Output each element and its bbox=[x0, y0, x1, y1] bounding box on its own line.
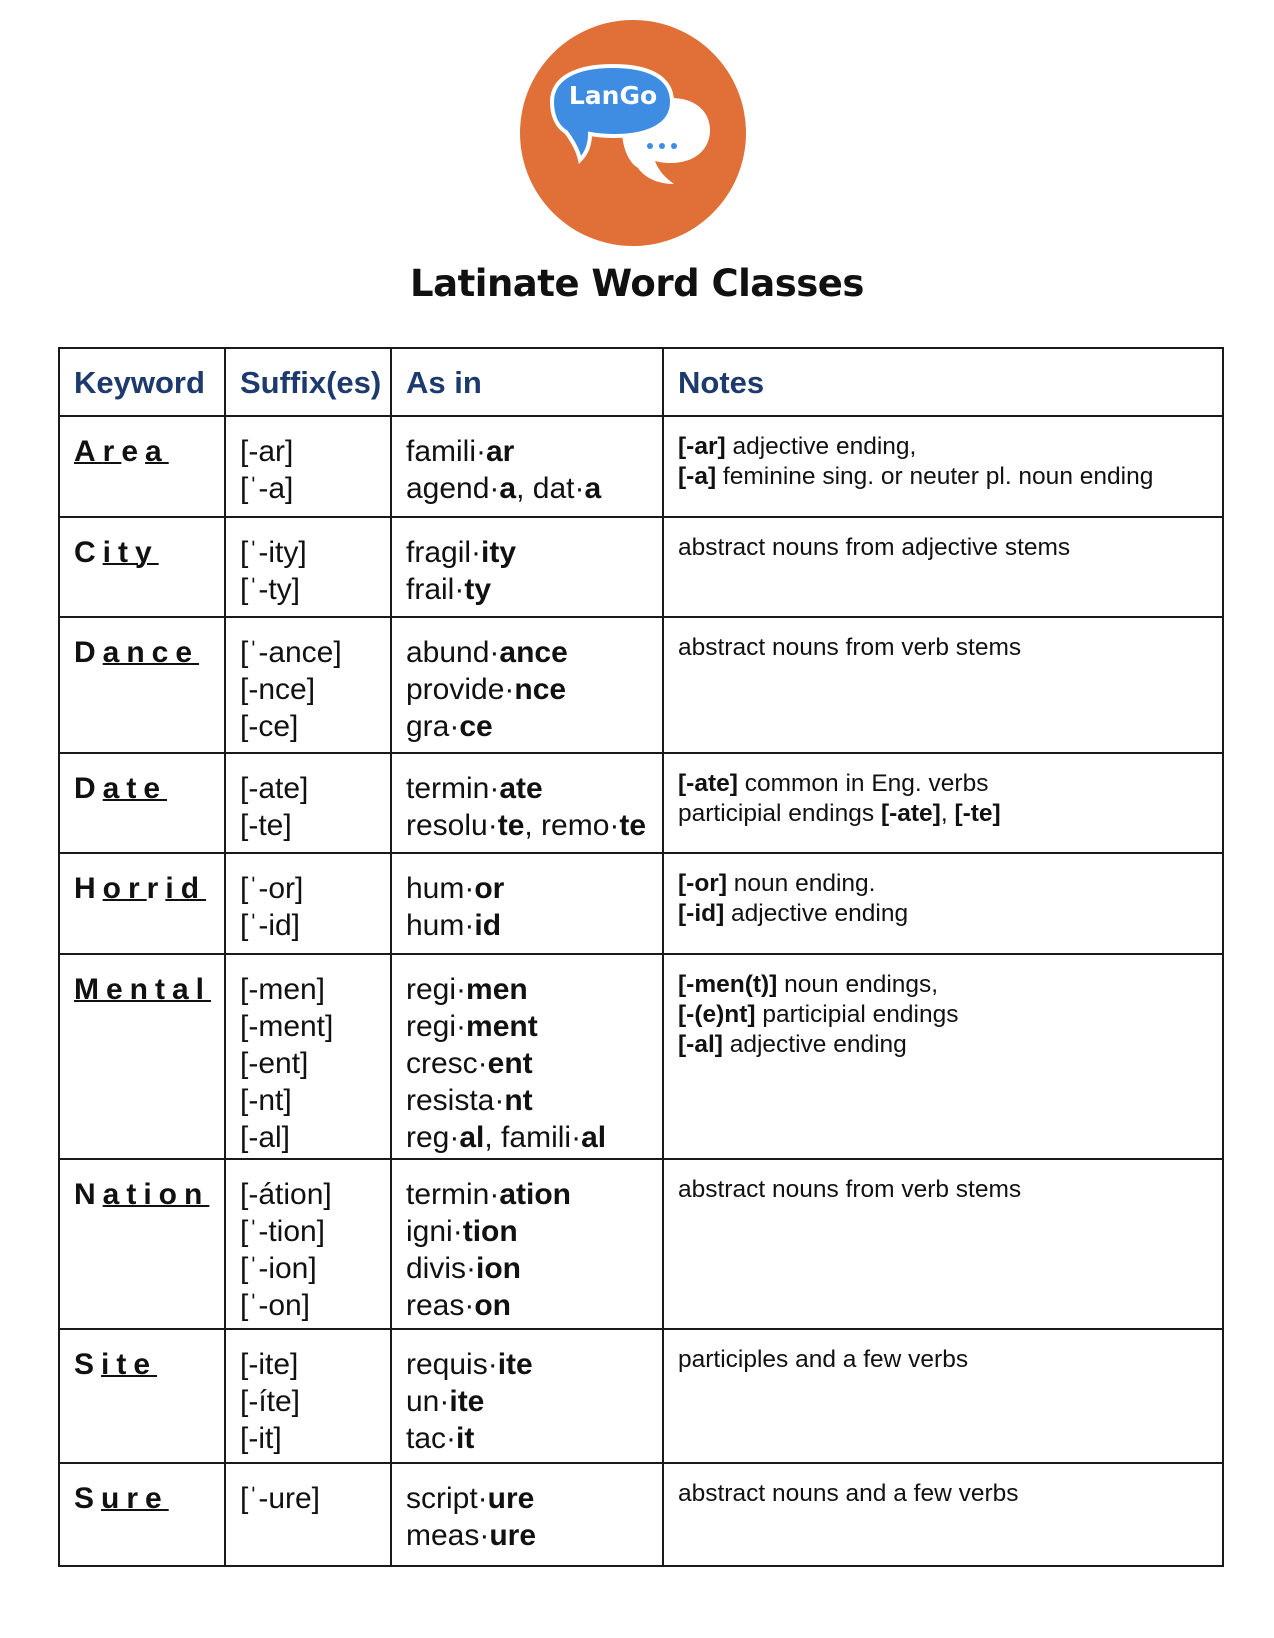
example-word bbox=[406, 634, 662, 671]
note-text: abstract nouns from verb stems bbox=[678, 634, 1022, 661]
note-line bbox=[678, 769, 1222, 799]
keyword-cell bbox=[59, 1463, 225, 1566]
suffix-highlight: al bbox=[581, 1121, 607, 1154]
suffix-cell bbox=[225, 1159, 391, 1329]
suffix-item: [-al] bbox=[240, 1121, 291, 1154]
suffix-highlight: al bbox=[459, 1121, 485, 1154]
header-as-in: As in bbox=[391, 348, 663, 416]
table-row bbox=[59, 617, 1223, 753]
example-word bbox=[406, 1346, 662, 1383]
word-stem: termin· bbox=[406, 772, 500, 805]
example-word bbox=[406, 1082, 662, 1119]
keyword-part: e bbox=[121, 435, 146, 468]
suffix-highlight: a bbox=[499, 472, 517, 505]
example-word bbox=[406, 907, 662, 944]
keyword-part: D bbox=[74, 772, 103, 805]
note-suffix: [-te] bbox=[954, 800, 1001, 827]
keyword-underlined-part: r bbox=[102, 435, 122, 468]
word-stem: cresc· bbox=[406, 1047, 488, 1080]
suffix-item: [-te] bbox=[240, 809, 292, 842]
example-word bbox=[406, 1383, 662, 1420]
suffix-highlight: ar bbox=[486, 435, 515, 468]
keyword-text bbox=[74, 636, 199, 669]
note-line bbox=[678, 462, 1222, 492]
example-word bbox=[406, 1119, 662, 1156]
note-text: , bbox=[940, 800, 955, 827]
keyword-cell bbox=[59, 1159, 225, 1329]
suffix-item: [-it] bbox=[240, 1422, 282, 1455]
word-class-table bbox=[58, 347, 1224, 1567]
word-stem: resista· bbox=[406, 1084, 505, 1117]
example-word bbox=[406, 433, 662, 470]
word-stem: divis· bbox=[406, 1252, 477, 1285]
keyword-text bbox=[74, 872, 206, 905]
notes-cell bbox=[663, 517, 1223, 617]
keyword-cell bbox=[59, 617, 225, 753]
example-word bbox=[406, 971, 662, 1008]
keyword-part: S bbox=[74, 1482, 102, 1515]
example-word bbox=[406, 1213, 662, 1250]
header-keyword: Keyword bbox=[59, 348, 225, 416]
note-line bbox=[678, 899, 1222, 929]
suffix-highlight: ion bbox=[476, 1252, 522, 1285]
suffix-highlight: ity bbox=[481, 536, 517, 569]
suffix-highlight: nce bbox=[514, 673, 567, 706]
suffix-item: [ˈ-or] bbox=[240, 872, 304, 905]
suffix-item: [-nce] bbox=[240, 673, 316, 706]
word-stem: reg· bbox=[406, 1121, 460, 1154]
example-word bbox=[406, 1045, 662, 1082]
as-in-cell bbox=[391, 416, 663, 517]
keyword-part: S bbox=[74, 1348, 102, 1381]
word-stem: provide· bbox=[406, 673, 515, 706]
suffix-highlight: ite bbox=[497, 1348, 533, 1381]
word-stem: agend· bbox=[406, 472, 500, 505]
keyword-text bbox=[74, 973, 211, 1006]
suffix-cell bbox=[225, 954, 391, 1159]
header-row bbox=[59, 348, 1223, 416]
suffix-highlight: ure bbox=[487, 1482, 535, 1515]
keyword-underlined-part: ation bbox=[102, 1178, 210, 1211]
suffix-item: [ˈ-on] bbox=[240, 1289, 311, 1322]
suffix-item: [ˈ-ity] bbox=[240, 536, 307, 569]
suffix-highlight: or bbox=[474, 872, 505, 905]
word-stem: reas· bbox=[406, 1289, 475, 1322]
note-line bbox=[678, 970, 1222, 1000]
document-title: Latinate Word Classes bbox=[410, 262, 864, 305]
as-in-cell bbox=[391, 853, 663, 954]
as-in-cell bbox=[391, 1159, 663, 1329]
word-stem: termin· bbox=[406, 1178, 500, 1211]
suffix-highlight: ce bbox=[459, 710, 493, 743]
note-line bbox=[678, 1345, 1222, 1375]
note-text: abstract nouns from verb stems bbox=[678, 1176, 1022, 1203]
keyword-cell bbox=[59, 853, 225, 954]
notes-cell bbox=[663, 1463, 1223, 1566]
note-line bbox=[678, 799, 1222, 829]
note-text: common in Eng. verbs bbox=[737, 770, 989, 797]
word-stem: , famili· bbox=[484, 1121, 582, 1154]
example-word bbox=[406, 870, 662, 907]
suffix-item: [ˈ-a] bbox=[240, 472, 294, 505]
notes-cell bbox=[663, 416, 1223, 517]
word-stem: regi· bbox=[406, 973, 467, 1006]
table-row bbox=[59, 853, 1223, 954]
keyword-cell bbox=[59, 954, 225, 1159]
keyword-cell bbox=[59, 416, 225, 517]
word-stem: hum· bbox=[406, 909, 475, 942]
word-stem: requis· bbox=[406, 1348, 498, 1381]
keyword-text bbox=[74, 1178, 209, 1211]
example-word bbox=[406, 708, 662, 745]
table-row bbox=[59, 517, 1223, 617]
suffix-highlight: tion bbox=[462, 1215, 518, 1248]
suffix-item: [-ment] bbox=[240, 1010, 334, 1043]
word-stem: resolu· bbox=[406, 809, 498, 842]
note-text: adjective ending bbox=[722, 1031, 907, 1058]
as-in-cell bbox=[391, 1329, 663, 1463]
suffix-item: [ˈ-ty] bbox=[240, 573, 300, 606]
suffix-item: [ˈ-ure] bbox=[240, 1482, 321, 1515]
keyword-underlined-part: or bbox=[102, 872, 147, 905]
suffix-item: [ˈ-ion] bbox=[240, 1252, 317, 1285]
example-word bbox=[406, 1420, 662, 1457]
keyword-text bbox=[74, 772, 167, 805]
note-suffix: [-(e)nt] bbox=[678, 1001, 756, 1028]
suffix-highlight: men bbox=[466, 973, 528, 1006]
keyword-underlined-part: a bbox=[145, 435, 169, 468]
logo-text: LanGo bbox=[568, 81, 658, 110]
word-stem: igni· bbox=[406, 1215, 463, 1248]
note-line bbox=[678, 869, 1222, 899]
suffix-item: [-ent] bbox=[240, 1047, 309, 1080]
note-suffix: [-al] bbox=[678, 1031, 723, 1058]
note-suffix: [-a] bbox=[678, 463, 717, 490]
note-suffix: [-ate] bbox=[678, 770, 738, 797]
suffix-item: [-átion] bbox=[240, 1178, 332, 1211]
lango-logo bbox=[518, 18, 748, 248]
notes-cell bbox=[663, 1329, 1223, 1463]
as-in-cell bbox=[391, 1463, 663, 1566]
note-line bbox=[678, 1175, 1222, 1205]
example-word bbox=[406, 571, 662, 608]
suffix-item: [-nt] bbox=[240, 1084, 292, 1117]
note-line bbox=[678, 633, 1222, 663]
keyword-part: N bbox=[74, 1178, 103, 1211]
note-text: abstract nouns from adjective stems bbox=[678, 534, 1071, 561]
suffix-item: [-íte] bbox=[240, 1385, 301, 1418]
suffix-cell bbox=[225, 617, 391, 753]
header-suffixes: Suffix(es) bbox=[225, 348, 391, 416]
example-word bbox=[406, 1287, 662, 1324]
note-suffix: [-men(t)] bbox=[678, 971, 778, 998]
example-word bbox=[406, 1480, 662, 1517]
note-line bbox=[678, 1030, 1222, 1060]
table-row bbox=[59, 1159, 1223, 1329]
suffix-highlight: te bbox=[619, 809, 647, 842]
keyword-underlined-part: ate bbox=[102, 772, 168, 805]
keyword-part: r bbox=[146, 872, 166, 905]
keyword-underlined-part: ity bbox=[102, 536, 159, 569]
word-stem: regi· bbox=[406, 1010, 467, 1043]
word-stem: frail· bbox=[406, 573, 465, 606]
word-stem: , remo· bbox=[524, 809, 620, 842]
example-word bbox=[406, 1250, 662, 1287]
keyword-underlined-part: ure bbox=[101, 1482, 169, 1515]
keyword-underlined-part: Mental bbox=[74, 973, 212, 1006]
keyword-cell bbox=[59, 753, 225, 853]
suffix-item: [-ate] bbox=[240, 772, 309, 805]
note-line bbox=[678, 432, 1222, 462]
example-word bbox=[406, 807, 662, 844]
keyword-underlined-part: ance bbox=[102, 636, 200, 669]
notes-cell bbox=[663, 753, 1223, 853]
suffix-item: [-ite] bbox=[240, 1348, 299, 1381]
as-in-cell bbox=[391, 517, 663, 617]
example-word bbox=[406, 1008, 662, 1045]
note-suffix: [-ar] bbox=[678, 433, 726, 460]
word-stem: fragil· bbox=[406, 536, 482, 569]
word-stem: abund· bbox=[406, 636, 500, 669]
suffix-cell bbox=[225, 753, 391, 853]
note-line bbox=[678, 1479, 1222, 1509]
keyword-part: H bbox=[74, 872, 103, 905]
keyword-text bbox=[74, 1348, 157, 1381]
word-stem: famili· bbox=[406, 435, 486, 468]
suffix-highlight: ment bbox=[466, 1010, 538, 1043]
suffix-highlight: ation bbox=[499, 1178, 572, 1211]
suffix-item: [ˈ-id] bbox=[240, 909, 300, 942]
suffix-highlight: nt bbox=[504, 1084, 533, 1117]
suffix-cell bbox=[225, 853, 391, 954]
example-word bbox=[406, 1176, 662, 1213]
word-stem: tac· bbox=[406, 1422, 457, 1455]
keyword-text bbox=[74, 536, 159, 569]
keyword-cell bbox=[59, 517, 225, 617]
suffix-highlight: ent bbox=[487, 1047, 533, 1080]
suffix-highlight: id bbox=[474, 909, 502, 942]
example-word bbox=[406, 470, 662, 507]
suffix-highlight: ite bbox=[449, 1385, 485, 1418]
note-suffix: [-id] bbox=[678, 900, 725, 927]
suffix-highlight: ty bbox=[464, 573, 492, 606]
suffix-highlight: ure bbox=[489, 1519, 537, 1552]
note-text: feminine sing. or neuter pl. noun ending bbox=[716, 463, 1154, 490]
table-row bbox=[59, 954, 1223, 1159]
as-in-cell bbox=[391, 753, 663, 853]
word-stem: , dat· bbox=[516, 472, 585, 505]
keyword-part: D bbox=[74, 636, 103, 669]
suffix-cell bbox=[225, 1463, 391, 1566]
word-stem: script· bbox=[406, 1482, 488, 1515]
suffix-highlight: ate bbox=[499, 772, 543, 805]
keyword-underlined-part: ite bbox=[101, 1348, 158, 1381]
word-stem: meas· bbox=[406, 1519, 490, 1552]
suffix-highlight: it bbox=[456, 1422, 475, 1455]
keyword-underlined-part: A bbox=[74, 435, 103, 468]
example-word bbox=[406, 671, 662, 708]
keyword-text bbox=[74, 1482, 169, 1515]
note-suffix: [-ate] bbox=[880, 800, 941, 827]
note-text: adjective ending bbox=[724, 900, 909, 927]
example-word bbox=[406, 770, 662, 807]
note-text: participial endings bbox=[678, 800, 881, 827]
table-row bbox=[59, 416, 1223, 517]
keyword-cell bbox=[59, 1329, 225, 1463]
note-text: participles and a few verbs bbox=[678, 1346, 969, 1373]
table-row bbox=[59, 753, 1223, 853]
table-row bbox=[59, 1329, 1223, 1463]
notes-cell bbox=[663, 853, 1223, 954]
word-stem: un· bbox=[406, 1385, 450, 1418]
suffix-item: [ˈ-ance] bbox=[240, 636, 342, 669]
suffix-highlight: ance bbox=[499, 636, 568, 669]
notes-cell bbox=[663, 617, 1223, 753]
example-word bbox=[406, 1517, 662, 1554]
table-row bbox=[59, 1463, 1223, 1566]
suffix-highlight: a bbox=[584, 472, 602, 505]
word-stem: gra· bbox=[406, 710, 460, 743]
note-text: noun ending. bbox=[726, 870, 876, 897]
note-text: abstract nouns and a few verbs bbox=[678, 1480, 1019, 1507]
suffix-highlight: on bbox=[474, 1289, 512, 1322]
note-text: participial endings bbox=[755, 1001, 959, 1028]
as-in-cell bbox=[391, 954, 663, 1159]
suffix-item: [-ce] bbox=[240, 710, 299, 743]
header-notes: Notes bbox=[663, 348, 1223, 416]
suffix-cell bbox=[225, 416, 391, 517]
suffix-item: [-men] bbox=[240, 973, 326, 1006]
notes-cell bbox=[663, 954, 1223, 1159]
suffix-cell bbox=[225, 1329, 391, 1463]
note-text: noun endings, bbox=[777, 971, 939, 998]
keyword-underlined-part: id bbox=[165, 872, 207, 905]
as-in-cell bbox=[391, 617, 663, 753]
suffix-cell bbox=[225, 517, 391, 617]
word-stem: hum· bbox=[406, 872, 475, 905]
suffix-item: [ˈ-tion] bbox=[240, 1215, 326, 1248]
note-suffix: [-or] bbox=[678, 870, 727, 897]
notes-cell bbox=[663, 1159, 1223, 1329]
suffix-highlight: te bbox=[497, 809, 525, 842]
keyword-text bbox=[74, 435, 169, 468]
note-line bbox=[678, 1000, 1222, 1030]
keyword-part: C bbox=[74, 536, 103, 569]
note-line bbox=[678, 533, 1222, 563]
suffix-item: [-ar] bbox=[240, 435, 294, 468]
example-word bbox=[406, 534, 662, 571]
note-text: adjective ending, bbox=[725, 433, 917, 460]
